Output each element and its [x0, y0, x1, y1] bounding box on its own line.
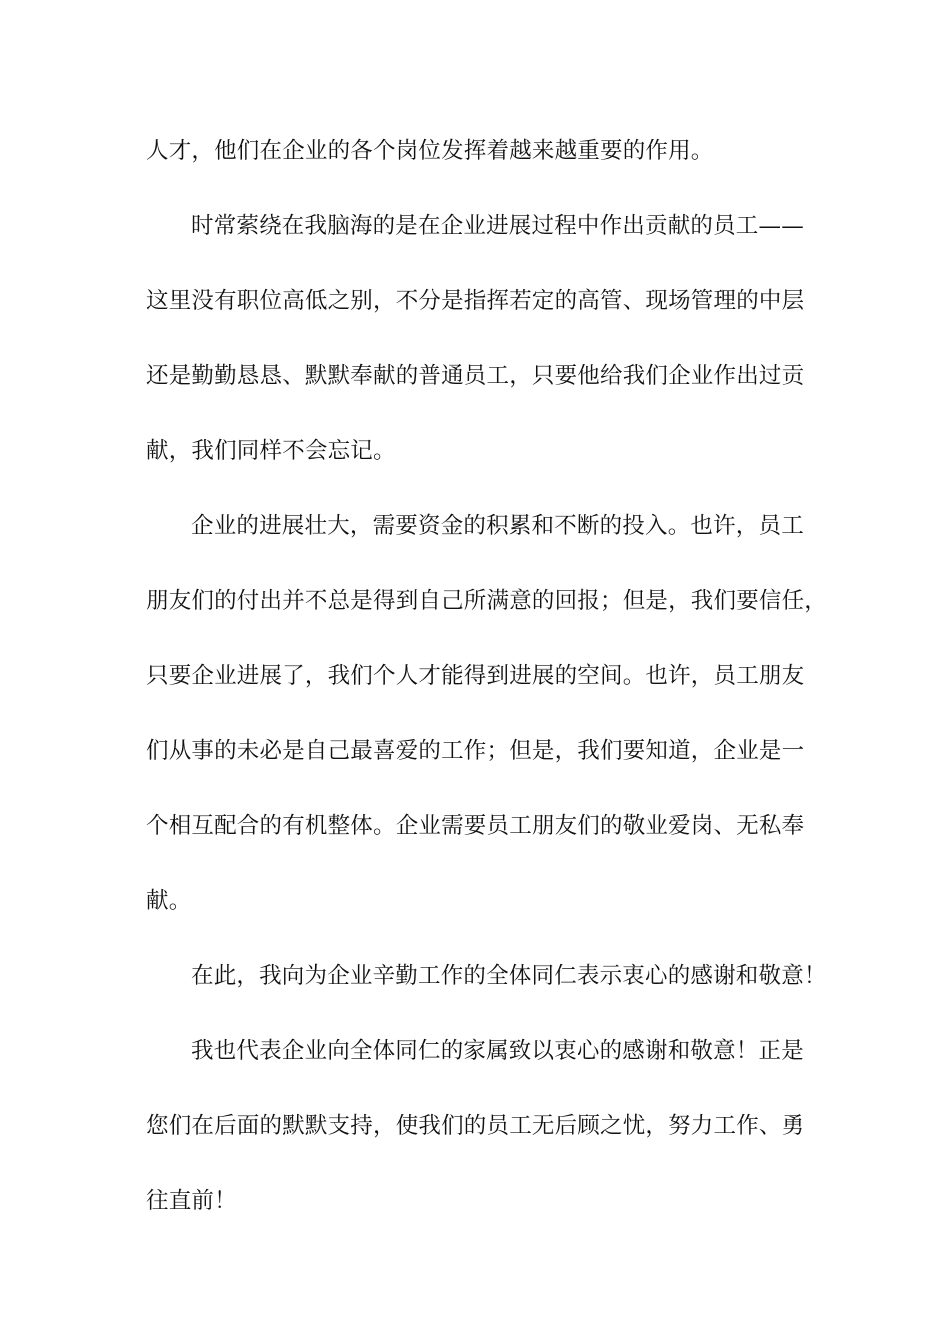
text-line: 企业的进展壮大，需要资金的积累和不断的投入。也许，员工 [191, 513, 804, 539]
text-line: 个相互配合的有机整体。企业需要员工朋友们的敬业爱岗、无私奉 [146, 813, 805, 839]
text-line: 时常萦绕在我脑海的是在企业进展过程中作出贡献的员工—— [191, 213, 804, 239]
text-line: 只要企业进展了，我们个人才能得到进展的空间。也许，员工朋友 [146, 663, 805, 689]
text-line: 朋友们的付出并不总是得到自己所满意的回报；但是，我们要信任， [146, 588, 828, 614]
text-line: 献。 [146, 888, 192, 914]
text-line: 这里没有职位高低之别，不分是指挥若定的高管、现场管理的中层 [146, 288, 805, 314]
text-line: 还是勤勤恳恳、默默奉献的普通员工，只要他给我们企业作出过贡 [146, 363, 805, 389]
text-line: 我也代表企业向全体同仁的家属致以衷心的感谢和敬意！正是 [191, 1038, 804, 1064]
text-line: 在此，我向为企业辛勤工作的全体同仁表示衷心的感谢和敬意！ [191, 963, 827, 989]
text-line: 往直前！ [146, 1188, 237, 1214]
text-line: 您们在后面的默默支持，使我们的员工无后顾之忧，努力工作、勇 [146, 1113, 805, 1139]
text-line: 们从事的未必是自己最喜爱的工作；但是，我们要知道，企业是一 [146, 738, 805, 764]
text-line: 献，我们同样不会忘记。 [146, 438, 396, 464]
text-line: 人才，他们在企业的各个岗位发挥着越来越重要的作用。 [146, 138, 714, 164]
